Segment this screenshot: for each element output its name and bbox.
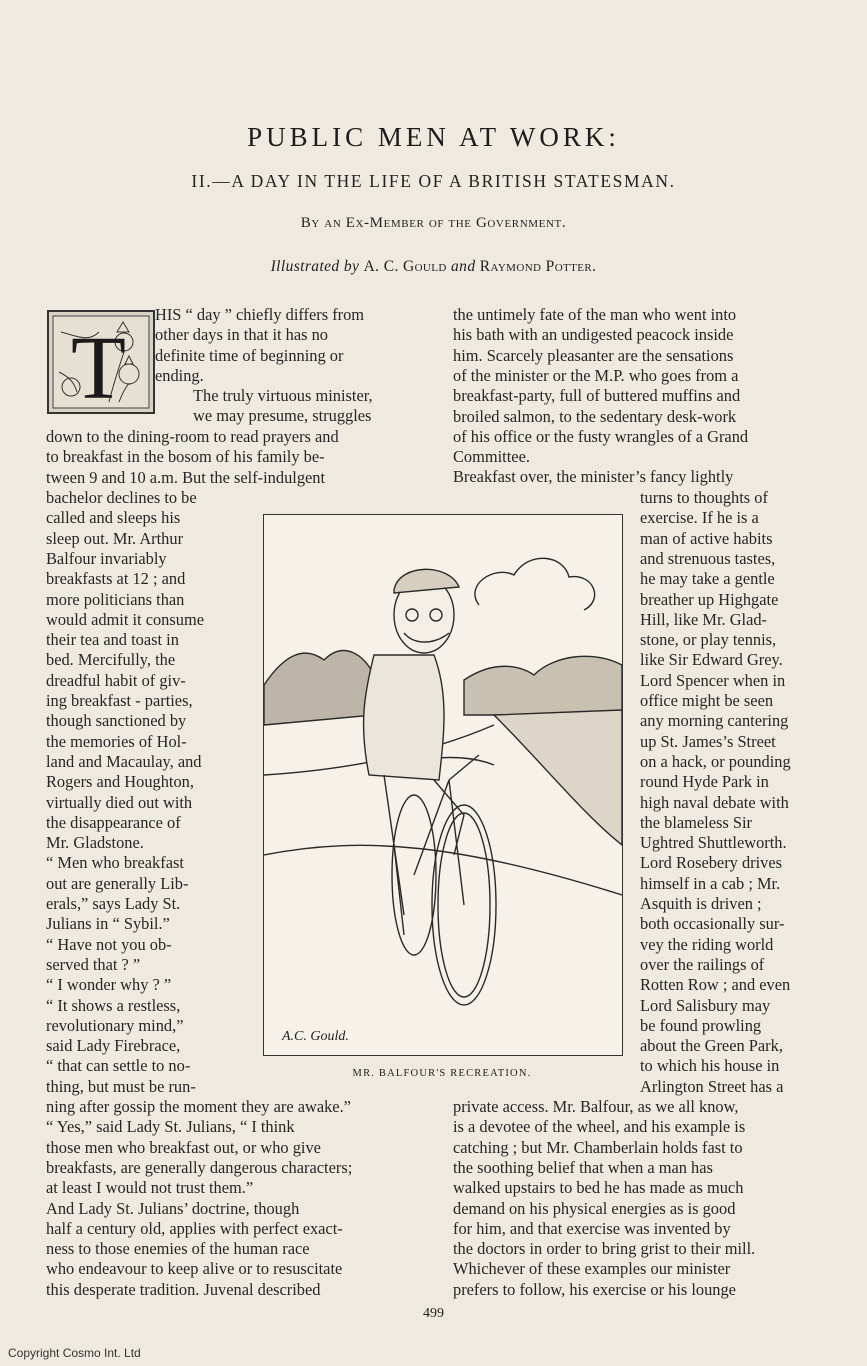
text-line: the soothing belief that when a man has — [453, 1157, 713, 1177]
cyclist-illustration — [264, 515, 622, 1055]
text-line: revolutionary mind,” — [46, 1015, 184, 1035]
article-title: PUBLIC MEN AT WORK: — [247, 122, 620, 152]
text-line: Lord Salisbury may — [640, 995, 771, 1015]
text-line: be found prowling — [640, 1015, 762, 1035]
text-line: ning after gossip the moment they are awake.” — [46, 1097, 351, 1116]
text-line: demand on his physical energies as is good — [453, 1198, 736, 1218]
illustrated-prefix: Illustrated by — [270, 258, 360, 275]
text-line: definite time of beginning or — [155, 345, 344, 365]
text-line: prefers to follow, his exercise or his lounge — [453, 1279, 736, 1299]
text-line: both occasionally sur- — [640, 914, 785, 934]
text-line: “ Yes,” said Lady St. Julians, “ I think — [46, 1117, 295, 1137]
text-line: erals,” says Lady St. — [46, 894, 181, 913]
text-line: this desperate tradition. Juvenal described — [46, 1279, 321, 1299]
text-line: HIS “ day ” chiefly differs from — [155, 305, 365, 324]
figure-caption: MR. BALFOUR'S RECREATION. — [352, 1068, 532, 1079]
text-line: called and sleeps his — [46, 508, 181, 528]
text-line: bachelor declines to be — [46, 488, 197, 507]
text-line: “ Men who breakfast — [46, 853, 184, 873]
text-line: office might be seen — [640, 691, 774, 710]
text-line: the untimely fate of the man who went into — [453, 305, 737, 324]
text-line: “ that can settle to no- — [46, 1056, 191, 1076]
text-line: down to the dining-room to read prayers and — [46, 427, 339, 446]
text-line: the memories of Hol- — [46, 731, 187, 751]
text-line: catching ; but Mr. Chamberlain holds fast to — [453, 1137, 743, 1157]
text-line: ness to those enemies of the human race — [46, 1239, 310, 1259]
text-line: virtually died out with — [46, 792, 193, 812]
text-line: broiled salmon, to the sedentary desk-work — [453, 406, 737, 426]
text-line: man of active habits — [640, 528, 773, 548]
illustration-balfour-cycling — [263, 514, 623, 1056]
text-line: about the Green Park, — [640, 1036, 783, 1056]
text-line: The truly virtuous minister, — [193, 386, 373, 405]
text-line: at least I would not trust them.” — [46, 1178, 254, 1198]
text-line: like Sir Edward Grey. — [640, 650, 783, 670]
dropcap-letter: T — [71, 319, 126, 412]
text-line: Julians in “ Sybil.” — [46, 914, 170, 934]
text-line: the disappearance of — [46, 812, 181, 832]
text-line: to breakfast in the bosom of his family be- — [46, 447, 325, 467]
drop-cap — [47, 310, 155, 414]
text-line: “ I wonder why ? ” — [46, 975, 172, 995]
artist-signature: A.C. Gould. — [282, 1029, 349, 1044]
text-line: for him, and that exercise was invented by — [453, 1218, 731, 1238]
text-line: would admit it consume — [46, 609, 204, 629]
text-line: dreadful habit of giv- — [46, 670, 186, 690]
text-line: the doctors in order to bring grist to their mill. — [453, 1239, 756, 1259]
text-line: Breakfast over, the minister’s fancy lightly — [453, 467, 734, 487]
text-line: who endeavour to keep alive or to resuscitate — [46, 1259, 343, 1279]
copyright-notice: Copyright Cosmo Int. Ltd — [8, 1346, 141, 1360]
text-line: Committee. — [453, 447, 530, 467]
text-line: on a hack, or pounding — [640, 751, 791, 771]
text-line: Lord Rosebery drives — [640, 853, 783, 873]
text-line: other days in that it has no — [155, 325, 328, 345]
text-line: exercise. If he is a — [640, 508, 759, 528]
text-line: Hill, like Mr. Glad- — [640, 609, 768, 629]
text-line: And Lady St. Julians’ doctrine, though — [46, 1198, 300, 1218]
text-line: breakfasts at 12 ; and — [46, 569, 186, 589]
illustrator-1: A. C. Gould — [363, 258, 447, 275]
illustrator-2: Raymond Potter. — [479, 258, 597, 275]
text-line: sleep out. Mr. Arthur — [46, 528, 184, 548]
text-line: the blameless Sir — [640, 812, 752, 832]
text-line: breakfast-party, full of buttered muffins and — [453, 386, 741, 406]
text-line: vey the riding world — [640, 934, 774, 954]
text-line: walked upstairs to bed he has made as much — [453, 1178, 744, 1198]
text-line: their tea and toast in — [46, 630, 179, 650]
text-line: Asquith is driven ; — [640, 894, 762, 913]
text-line: out are generally Lib- — [46, 873, 189, 893]
text-line: turns to thoughts of — [640, 488, 768, 507]
text-line: himself in a cab ; Mr. — [640, 873, 781, 893]
article-subtitle: II.—A DAY IN THE LIFE OF A BRITISH STATESMAN. — [191, 171, 676, 191]
text-line: Mr. Gladstone. — [46, 833, 144, 853]
page-number: 499 — [423, 1306, 444, 1321]
text-line: thing, but must be run- — [46, 1076, 196, 1096]
text-line: said Lady Firebrace, — [46, 1036, 181, 1056]
text-line: tween 9 and 10 a.m. But the self-indulgent — [46, 467, 326, 487]
text-line: “ It shows a restless, — [46, 995, 181, 1015]
text-line: over the railings of — [640, 954, 765, 974]
text-line: his bath with an undigested peacock inside — [453, 325, 734, 345]
text-line: he may take a gentle — [640, 569, 775, 589]
text-line: private access. Mr. Balfour, as we all know, — [453, 1097, 739, 1116]
illustrated-and: and — [451, 258, 476, 275]
text-line: and strenuous tastes, — [640, 548, 776, 568]
text-line: of his office or the fusty wrangles of a Grand — [453, 426, 749, 446]
illustrator-credit — [0, 258, 867, 276]
text-line: breakfasts, are generally dangerous characters; — [46, 1157, 353, 1177]
text-line: half a century old, applies with perfect exact- — [46, 1218, 343, 1238]
text-line: we may presume, struggles — [193, 406, 372, 426]
byline: By an Ex-Member of the Government. — [300, 215, 567, 231]
text-line: land and Macaulay, and — [46, 751, 202, 771]
text-line: though sanctioned by — [46, 711, 187, 731]
text-line: those men who breakfast out, or who give — [46, 1137, 321, 1157]
text-line: Balfour invariably — [46, 548, 167, 568]
text-line: breather up Highgate — [640, 589, 779, 609]
text-line: Ughtred Shuttleworth. — [640, 833, 787, 853]
text-line: ing breakfast - parties, — [46, 691, 193, 710]
text-line: high naval debate with — [640, 792, 789, 812]
text-line: Arlington Street has a — [640, 1076, 784, 1096]
text-line: “ Have not you ob- — [46, 934, 172, 954]
text-line: stone, or play tennis, — [640, 630, 777, 650]
text-line: Rotten Row ; and even — [640, 975, 791, 995]
text-line: served that ? ” — [46, 954, 141, 974]
floral-dropcap-ornament — [49, 312, 153, 412]
text-line: Rogers and Houghton, — [46, 772, 194, 792]
text-line: more politicians than — [46, 589, 185, 609]
text-line: is a devotee of the wheel, and his example is — [453, 1117, 746, 1137]
text-line: him. Scarcely pleasanter are the sensations — [453, 345, 734, 365]
text-line: Whichever of these examples our minister — [453, 1259, 731, 1279]
text-line: round Hyde Park in — [640, 772, 769, 792]
text-line: up St. James’s Street — [640, 731, 776, 751]
text-line: to which his house in — [640, 1056, 780, 1076]
text-line: bed. Mercifully, the — [46, 650, 176, 670]
text-line: Lord Spencer when in — [640, 670, 786, 690]
text-line: of the minister or the M.P. who goes from a — [453, 365, 739, 385]
text-line: ending. — [155, 365, 204, 385]
text-line: any morning cantering — [640, 711, 789, 731]
